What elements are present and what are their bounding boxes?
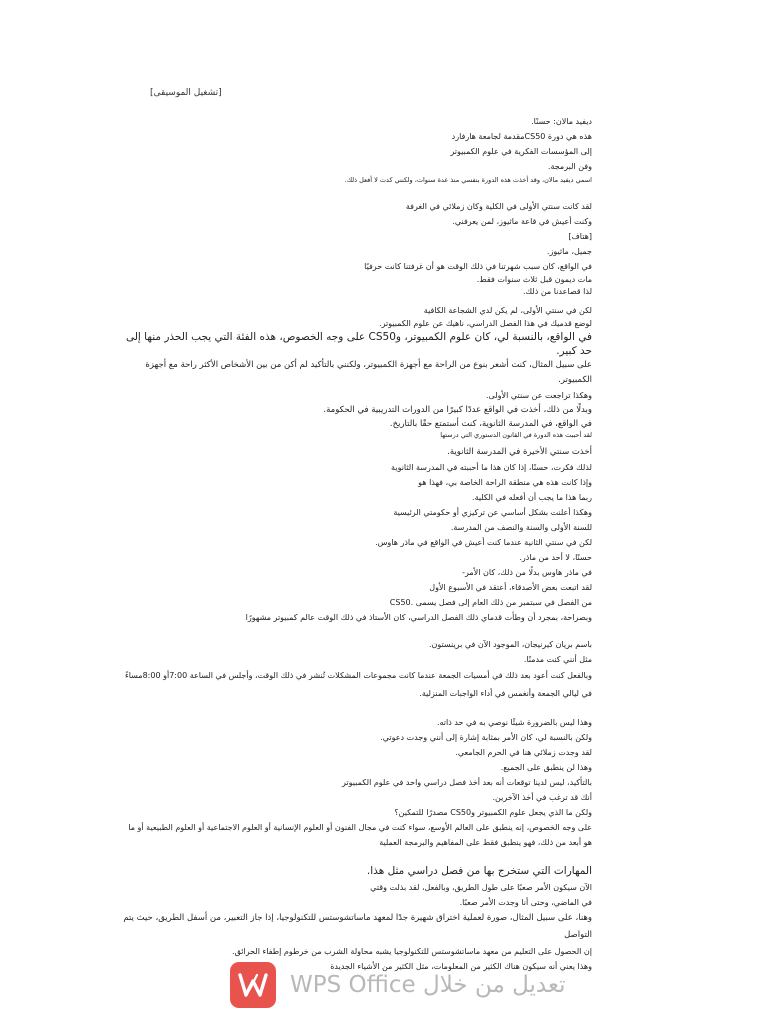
text-line: ديفيد مالان: حسنًا.	[531, 117, 592, 126]
text-line: من الفصل في سبتمبر من ذلك العام إلى فصل يسمى .CS50	[389, 598, 592, 607]
text-line: في الواقع، بالنسبة لي، كان علوم الكمبيوتر، وCS50 على وجه الخصوص، هذه الفئة التي يجب الحذر منها إلى حد كبير.	[125, 331, 592, 357]
transcript-body	[120, 114, 592, 974]
watermark-text: تعديل من خلال WPS Office	[290, 972, 566, 998]
text-line: وهنا، على سبيل المثال، صورة لعملية اختراق شهيرة جدًا لمعهد ماساتشوستس للتكنولوجيا، إذا جاز التعبير، من أسفل الطريق، حيث يتم التواصل	[123, 913, 592, 940]
wps-watermark	[230, 962, 570, 1008]
text-line: وبدلًا من ذلك، أخذت في الواقع عددًا كبيرًا من الدورات التدريبية في الحكومة.	[323, 405, 592, 415]
text-line: ولكن بالنسبة لي، كان الأمر بمثابة إشارة إلى أنني وجدت دعوتي.	[380, 733, 592, 742]
text-line: لكن في سنتي الأولى، لم يكن لدي الشجاعة الكافية	[423, 306, 592, 315]
text-line: لوضع قدميك في هذا الفصل الدراسي، ناهيك عن علوم الكمبيوتر.	[379, 319, 592, 328]
text-line: أنك قد ترغب في أخذ الآخرين.	[492, 793, 592, 802]
text-line: على سبيل المثال، كنت أشعر بنوع من الراحة مع أجهزة الكمبيوتر، ولكنني بالتأكيد لم أكن من بين الأشخاص الأكثر راحة مع أجهزة الكمبيوتر.	[145, 360, 592, 385]
text-line: وإذا كانت هذه هي منطقة الراحة الخاصة بي، فهذا هو	[418, 478, 592, 487]
text-line: إن الحصول على التعليم من معهد ماساتشوستس للتكنولوجيا يشبه محاولة الشرب من خرطوم إطفاء الحرائق.	[232, 947, 592, 956]
text-line: هذه هي دورة CS50مقدمة لجامعة هارفارد	[451, 132, 592, 141]
text-line: حسنًا، لا أحد من ماذر.	[519, 553, 592, 562]
text-line: في الواقع، كان سبب شهرتنا في ذلك الوقت هو أن غرفتنا كانت حرفيًا	[364, 262, 592, 271]
music-tag: [تشغيل الموسيقى]	[150, 88, 222, 98]
text-line: مات ديمون قبل ثلاث سنوات فقط.	[476, 275, 592, 284]
text-line: اسمي ديفيد مالان، وقد أخذت هذه الدورة بنفسي منذ عدة سنوات، ولكنني كدت لا أفعل ذلك.	[344, 176, 592, 184]
text-line: المهارات التي ستخرج بها من فصل دراسي مثل هذا.	[366, 865, 592, 877]
text-line: لذلك فكرت، حسنًا، إذا كان هذا ما أحببته في المدرسة الثانوية	[391, 463, 592, 472]
text-line: ولكن ما الذي يجعل علوم الكمبيوتر وCS50 مصدرًا للتمكين؟	[394, 808, 592, 817]
text-line: لقد اتبعت بعض الأصدقاء، أعتقد في الأسبوع الأول	[429, 583, 592, 592]
text-line: وفن البرمجة.	[547, 162, 592, 171]
text-line: للسنة الأولى والسنة والنصف من المدرسة.	[450, 523, 592, 532]
text-line: لقد كانت سنتي الأولى في الكلية وكان زملائي في الغرفة	[405, 202, 592, 211]
text-line: وكنت أعيش في قاعة ماثيوز، لمن يعرفني.	[452, 217, 592, 226]
text-line: لذا قصاعدنا من ذلك.	[523, 287, 592, 296]
text-line: لكن في سنتي الثانية عندما كنت أعيش في الواقع في ماذر هاوس.	[375, 538, 592, 547]
text-line: وبالفعل كنت أعود بعد ذلك في أمسيات الجمعة عندما كانت مجموعات المشكلات تُنشر في ذلك الوقت، وأجلس في الساعة 7:00أو 8:00مساءً في ليالي الجمعة وأنغمس في أداء الواجبات المنزلية.	[124, 671, 592, 698]
text-line: وهكذا أعلنت بشكل أساسي عن تركيزي أو حكومتي الرئيسية	[393, 508, 592, 517]
text-line: في الماضي، وحتى أنا وجدت الأمر صعبًا.	[459, 898, 592, 907]
text-line: وبصراحة، بمجرد أن وطأت قدماي ذلك الفصل الدراسي، كان الأستاذ في ذلك الوقت عالم كمبيوتر مشهورًا	[245, 613, 592, 622]
text-line: وهذا لن ينطبق على الجميع.	[500, 763, 592, 772]
text-line: لقد أحببت هذه الدورة في القانون الدستوري التي درستها	[440, 431, 592, 439]
text-line: وهذا ليس بالضرورة شيئًا نوصي به في حد ذاته.	[436, 718, 592, 727]
text-line: الآن سيكون الأمر صعبًا على طول الطريق، وبالفعل، لقد بذلت وقتي	[370, 883, 592, 892]
text-line: على وجه الخصوص، إنه ينطبق على العالم الأوسع، سواء كنت في مجال الفنون أو العلوم الإنسانية أو العلوم الاجتماعية أو العلوم الطبيعية أو ما هو أبعد من ذلك، فهو ينطبق فقط على المفاهيم والبرمجة العملية	[128, 823, 592, 847]
text-line: وهكذا تراجعت عن سنتي الأولى.	[486, 391, 592, 400]
text-line: أخذت سنتي الأخيرة في المدرسة الثانوية.	[447, 447, 592, 457]
text-line: ربما هذا ما يجب أن أفعله في الكلية.	[472, 493, 592, 502]
wps-logo-icon	[230, 962, 276, 1008]
text-line: [هتاف]	[568, 232, 592, 241]
text-line: جميل، ماثيوز.	[546, 247, 592, 256]
text-line: في الواقع، في المدرسة الثانوية، كنت أستمتع حقًا بالتاريخ.	[389, 419, 592, 429]
text-line: وهذا يعني أنه سيكون هناك الكثير من المعلومات، مثل الكثير من الأشياء الجديدة	[330, 962, 592, 971]
text-line: لقد وجدت زملائي هنا في الحرم الجامعي.	[455, 748, 592, 757]
text-line: في ماذر هاوس بدلًا من ذلك، كان الأمر-	[462, 568, 592, 577]
text-line: مثل أنني كنت مدمنًا.	[523, 655, 592, 664]
text-line: باسم بريان كيرنيجان، الموجود الآن في برينستون.	[428, 640, 592, 649]
text-line: إلى المؤسسات الفكرية في علوم الكمبيوتر	[450, 147, 592, 156]
text-line: بالتأكيد، ليس لدينا توقعات أنه بعد أخذ فصل دراسي واحد في علوم الكمبيوتر	[341, 778, 592, 787]
